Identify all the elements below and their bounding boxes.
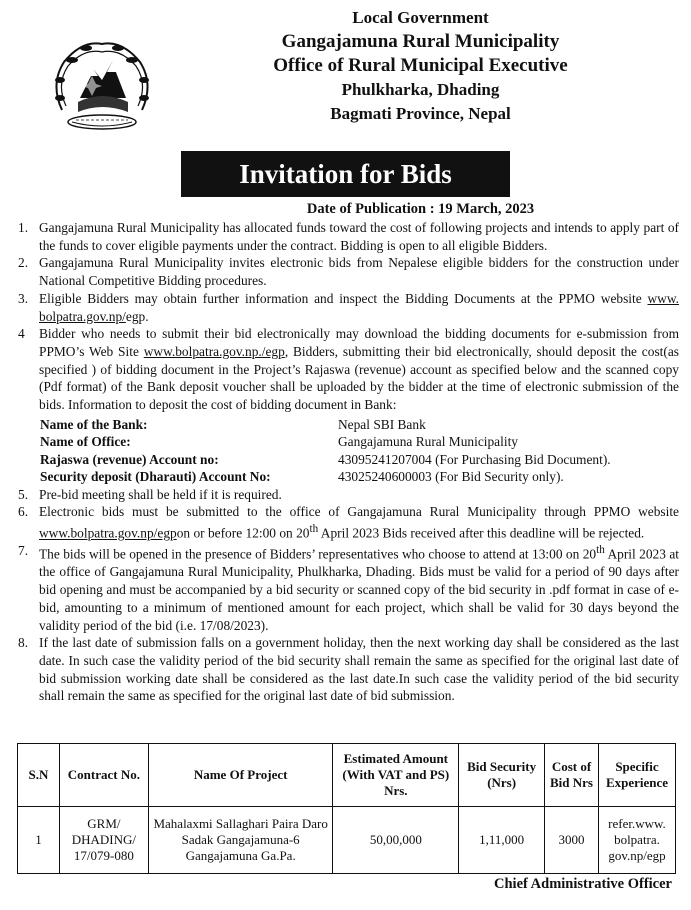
bank-row	[40, 451, 679, 469]
item-text: Pre-bid meeting shall be held if it is required.	[39, 486, 282, 502]
item-number: 4	[18, 326, 25, 342]
item-number: 2.	[18, 255, 29, 271]
table-cell: refer.www. bolpatra. gov.np/egp	[598, 807, 675, 874]
bank-value: Nepal SBI Bank	[338, 416, 426, 432]
list-item	[18, 325, 679, 414]
nepal-emblem-icon	[42, 32, 162, 144]
bank-label: Name of Office:	[40, 434, 131, 450]
column-header: Bid Security (Nrs)	[459, 744, 545, 807]
bank-row	[40, 416, 679, 434]
item-text: Gangajamuna Rural Municipality invites electronic bids from Nepalese eligible bidders for the construction under National Competitive Bidding procedures.	[39, 255, 679, 289]
list-item	[18, 254, 679, 289]
column-header: Specific Experience	[598, 744, 675, 807]
table-cell: GRM/ DHADING/ 17/079-080	[59, 807, 148, 874]
table-cell: 1	[18, 807, 60, 874]
table-cell: 3000	[545, 807, 599, 874]
item-text-part: April 2023 at the office of Gangajamuna Rural Municipality, Phulkharka, Dhading. Bids must be valid for a period of 90 days after bid opening and must be accompanied by a bid security or scanned copy of the bid security in .pdf format in case of e-bid, amounting to a minimum of mentioned amount for each project, which shall be valid for 30 days beyond the validity period of the bid (i.e. 17/08/2023).	[39, 546, 679, 633]
item-text-part: , Bidders, submitting their bid electronically, should deposit the cost(as specified ) of bidding document in the Project’s Rajaswa (revenue) account as specified below and the scanned copy (Pdf format) of the Bank deposit voucher shall be uploaded by the bidder at the time of electronic submission of the bids. Information to deposit the cost of bidding document in Bank:	[39, 343, 679, 413]
table-row	[18, 807, 676, 874]
ordinal-suffix: th	[309, 523, 319, 536]
item-number: 1.	[18, 220, 29, 235]
item-number: 8.	[18, 635, 29, 651]
header-line-2: Gangajamuna Rural Municipality	[281, 31, 560, 52]
bank-value: 43095241207004 (For Purchasing Bid Document).	[338, 451, 611, 467]
bank-row	[40, 433, 679, 451]
list-item	[18, 486, 679, 504]
title-banner: Invitation for Bids	[181, 151, 510, 197]
item-text	[39, 325, 679, 414]
header-line-4: Phulkharka, Dhading	[341, 80, 500, 99]
item-text-part: April 2023 Bids received after this deadline will be rejected.	[318, 525, 645, 541]
ppmo-link[interactable]: www. bolpatra.gov.np/	[39, 290, 679, 324]
column-header: Cost of Bid Nrs	[545, 744, 599, 807]
header-line-1: Local Government	[352, 8, 489, 27]
list-item	[18, 219, 679, 254]
item-text: Gangajamuna Rural Municipality has allocated funds toward the cost of following projects and intends to apply part of the funds to cover eligible payments under the contract. Bidding is open to all eligible Bidders.	[39, 220, 679, 253]
bank-value: Gangajamuna Rural Municipality	[338, 434, 518, 450]
list-item	[18, 634, 679, 705]
item-text	[39, 290, 679, 325]
item-text-part: Eligible Bidders may obtain further information and inspect the Bidding Documents at the PPMO website	[39, 290, 648, 306]
ordinal-suffix: th	[596, 544, 605, 557]
item-number: 3.	[18, 290, 29, 306]
bank-row	[40, 468, 679, 486]
item-text-part: on or before 12:00 on 20	[176, 525, 310, 541]
item-text-part: Electronic bids must be submitted to the office of Gangajamuna Rural Municipality through PPMO website	[39, 504, 679, 520]
item-text-part: Bidder who needs to submit their bid electronically may download the bidding documents for e-submission from PPMO’s Web Site	[39, 326, 679, 359]
item-text: If the last date of submission falls on a government holiday, then the next working day shall be considered as the last date. In such case the validity period of the bid security shall remain the same as specified for the original last date of bid submission working date shall be considered as the last date.In such case the validity period of the bid security shall remain the same as specified for the original last date of bid submission.	[39, 635, 679, 704]
header-line-3: Office of Rural Municipal Executive	[273, 55, 568, 76]
ppmo-link[interactable]: www.bolpatra.gov.np/egp	[39, 525, 177, 541]
bank-label: Name of the Bank:	[40, 416, 148, 432]
column-header: S.N	[18, 744, 60, 807]
projects-table	[17, 743, 676, 874]
column-header: Estimated Amount (With VAT and PS) Nrs.	[333, 744, 459, 807]
item-text	[39, 542, 679, 634]
office-header	[150, 6, 691, 126]
table-cell: 1,11,000	[459, 807, 545, 874]
table-cell: 50,00,000	[333, 807, 459, 874]
signoff: Chief Administrative Officer	[494, 876, 672, 892]
list-item	[18, 290, 679, 325]
publication-date: Date of Publication : 19 March, 2023	[306, 201, 535, 217]
column-header: Contract No.	[59, 744, 148, 807]
header-line-5: Bagmati Province, Nepal	[330, 104, 511, 123]
bank-details	[40, 416, 679, 486]
bank-label: Security deposit (Dharauti) Account No:	[40, 469, 271, 485]
column-header: Name Of Project	[148, 744, 333, 807]
notice-items	[18, 219, 679, 705]
item-text	[39, 503, 679, 542]
bank-value: 43025240600003 (For Bid Security only).	[338, 469, 564, 485]
item-number: 7.	[18, 543, 29, 559]
table-cell: Mahalaxmi Sallaghari Paira Daro Sadak Gangajamuna-6 Gangajamuna Ga.Pa.	[148, 807, 333, 874]
item-text-part: egp.	[125, 308, 149, 324]
item-text-part: The bids will be opened in the presence of Bidders’ representatives who choose to attend at 13:00 on 20	[39, 546, 597, 562]
item-number: 6.	[18, 504, 29, 520]
list-item	[18, 542, 679, 634]
ppmo-link[interactable]: www.bolpatra.gov.np./egp	[143, 343, 285, 359]
item-number: 5.	[18, 486, 29, 502]
bank-label: Rajaswa (revenue) Account no:	[40, 451, 219, 467]
list-item	[18, 503, 679, 542]
table-header-row	[18, 744, 676, 807]
